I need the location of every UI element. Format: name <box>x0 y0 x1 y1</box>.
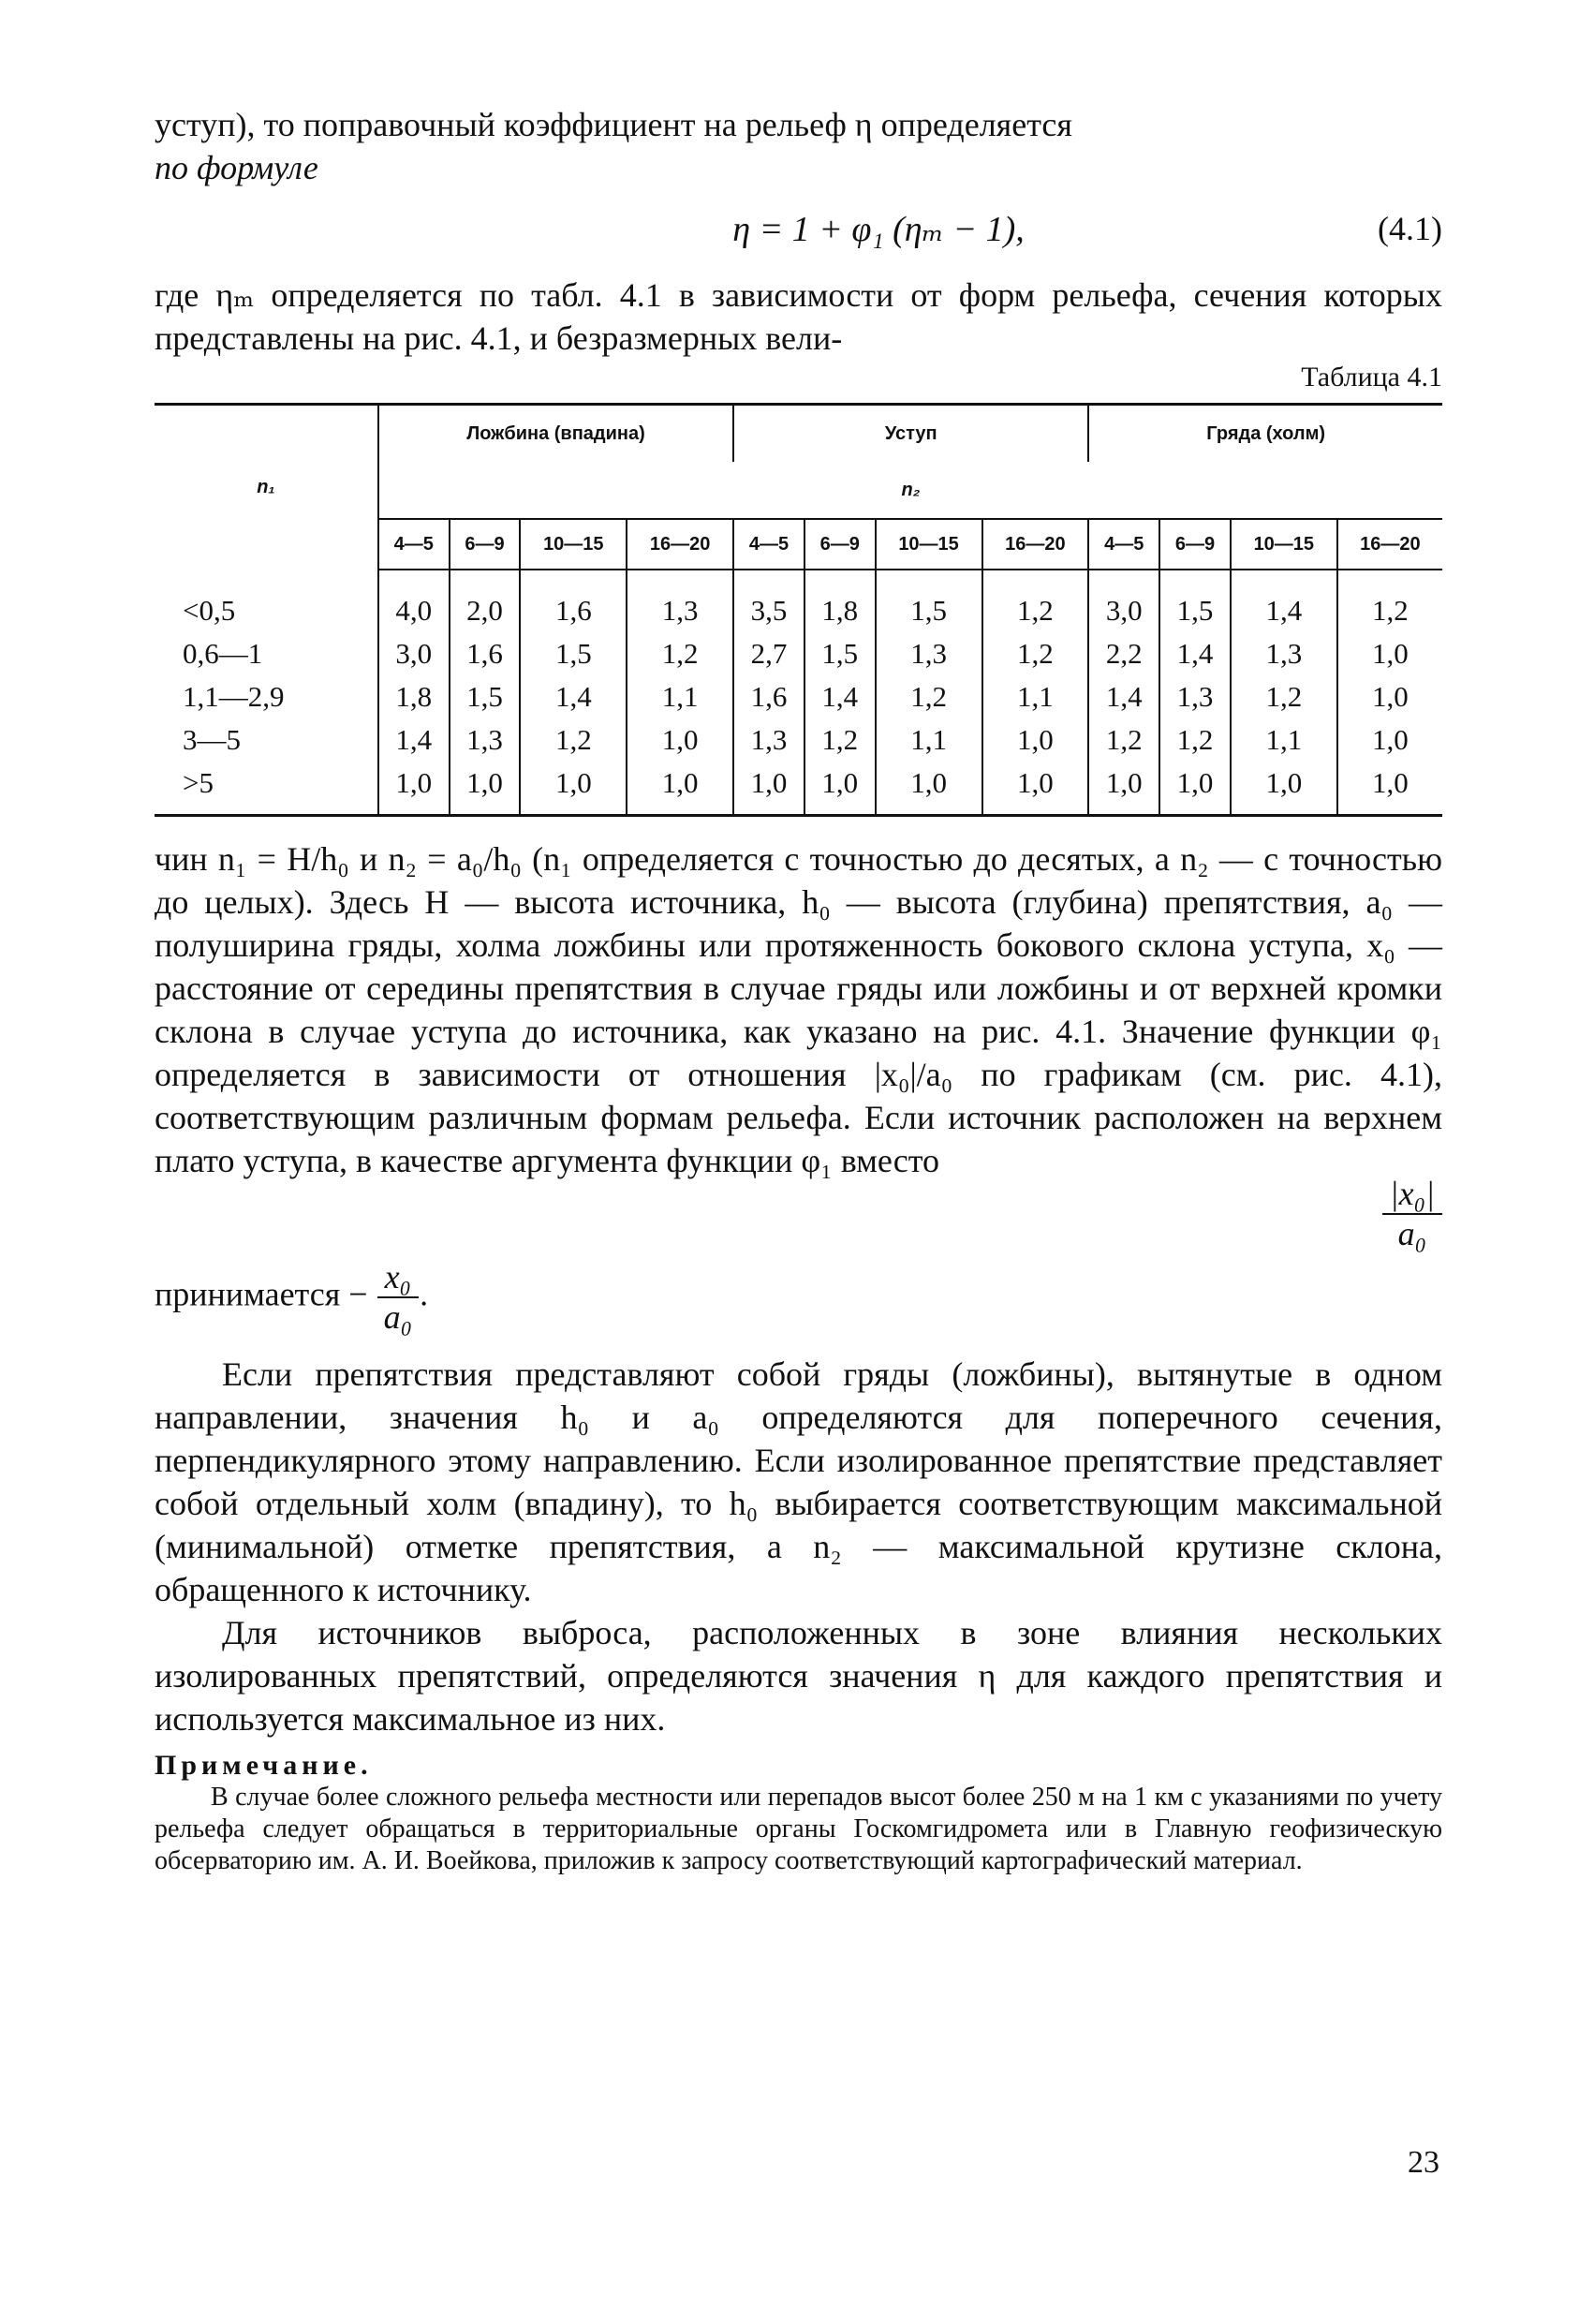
table-cell: 1,2 <box>982 570 1089 632</box>
table-cell: 1,1 <box>1231 718 1337 762</box>
table-cell: 3,0 <box>1088 570 1159 632</box>
table-cell: 1,0 <box>982 718 1089 762</box>
table-cell: 1,8 <box>804 570 876 632</box>
frac-abs-denominator: a₀ <box>1397 1215 1427 1253</box>
table-cell: 1,0 <box>450 762 521 816</box>
table-cell: 1,3 <box>733 718 804 762</box>
row-header-n1: n₁ <box>257 477 275 497</box>
table-cell: 1,2 <box>520 718 627 762</box>
accepted-line <box>155 1258 1442 1338</box>
table-row <box>155 570 1442 632</box>
paragraph-sources: Для источников выброса, расположенных в зоне влияния нескольких изолированных препятствий, определяются значения η для каждого препятствия и используется максимальное из них. <box>155 1613 1442 1738</box>
group-header-ustup: Уступ <box>733 405 1088 463</box>
subcol-header: 6—9 <box>804 519 876 570</box>
table-cell: 1,0 <box>1337 718 1442 762</box>
table-cell: 1,3 <box>1231 632 1337 675</box>
table-cell: 2,7 <box>733 632 804 675</box>
table-cell: 1,3 <box>876 632 982 675</box>
paragraph-main: чин n₁ = H/h₀ и n₂ = a₀/h₀ (n₁ определяется с точностью до десятых, а n₂ — с точностью до целых). Здесь H — высота источника, h₀ — высота (глубина) препятствия, a₀ — полуширина гряды, холма ложбины или протяженность бокового склона уступа, x₀ — расстояние от середины препятствия в случае гряды или ложбины и от верхней кромки склона в случае уступа до источника, как указано на рис. 4.1. Значение функции φ₁ определяется в зависимости от отношения |x₀|/a₀ по графикам (см. рис. 4.1), соответствующим различным формам рельефа. Если источник расположен на верхнем плато уступа, в качестве аргумента функции φ₁ вместо <box>155 840 1442 1179</box>
table-cell: 1,0 <box>520 762 627 816</box>
table-cell: 1,0 <box>982 762 1089 816</box>
table-cell: 1,2 <box>982 632 1089 675</box>
table-row <box>155 762 1442 816</box>
table-cell: 1,5 <box>520 632 627 675</box>
intro-line-1: уступ), то поправочный коэффициент на рельеф η определяется <box>155 106 1072 143</box>
table-cell: 1,5 <box>450 675 521 718</box>
group-header-gryada: Гряда (холм) <box>1088 405 1442 463</box>
paragraph-after-formula: где ηₘ определяется по табл. 4.1 в зависимости от форм рельефа, сечения которых представлены на рис. 4.1, и безразмерных вели- <box>155 276 1442 357</box>
frac-abs-numerator: |x₀| <box>1382 1175 1442 1215</box>
frac-denominator: a₀ <box>383 1298 413 1337</box>
table-cell: 1,6 <box>450 632 521 675</box>
table-cell: 1,3 <box>627 570 733 632</box>
table-cell: 1,4 <box>520 675 627 718</box>
page-number: 23 <box>1408 2145 1439 2180</box>
eta-table <box>155 403 1442 817</box>
table-row <box>155 718 1442 762</box>
table-cell: 1,2 <box>876 675 982 718</box>
page-body <box>155 103 1442 1877</box>
row-label: 1,1—2,9 <box>183 680 285 713</box>
table-cell: 1,2 <box>1231 675 1337 718</box>
table-cell: 1,0 <box>876 762 982 816</box>
table-cell: 1,2 <box>1088 718 1159 762</box>
table-cell: 1,0 <box>804 762 876 816</box>
table-cell: 1,4 <box>1231 570 1337 632</box>
table-cell: 1,1 <box>627 675 733 718</box>
subcol-header: 4—5 <box>733 519 804 570</box>
table-cell: 4,0 <box>378 570 450 632</box>
table-cell: 1,5 <box>1159 570 1231 632</box>
table-row <box>155 632 1442 675</box>
paragraph-ridges: Если препятствия представляют собой гряды (ложбины), вытянутые в одном направлении, значения h₀ и a₀ определяются для поперечного сечения, перпендикулярного этому направлению. Если изолированное препятствие представляет собой отдельный холм (впадину), то h₀ выбирается соответствующим максимальной (минимальной) отметке препятствия, а n₂ — максимальной крутизне склона, обращенного к источнику. <box>155 1354 1442 1608</box>
subcol-header: 16—20 <box>982 519 1089 570</box>
table-cell: 1,6 <box>733 675 804 718</box>
accepted-end: . <box>420 1275 429 1313</box>
table-caption: Таблица 4.1 <box>1301 362 1442 392</box>
table-cell: 1,0 <box>1159 762 1231 816</box>
table-cell: 2,2 <box>1088 632 1159 675</box>
subcol-header: 10—15 <box>876 519 982 570</box>
table-cell: 1,2 <box>627 632 733 675</box>
formula-expression: η = 1 + φ₁ (ηₘ − 1), <box>732 209 1025 249</box>
table-cell: 1,4 <box>804 675 876 718</box>
table-cell: 1,6 <box>520 570 627 632</box>
subcol-header: 6—9 <box>1159 519 1231 570</box>
table-cell: 1,4 <box>1159 632 1231 675</box>
intro-line-2: по формуле <box>155 149 318 186</box>
table-cell: 1,0 <box>627 718 733 762</box>
subcol-header: 6—9 <box>450 519 521 570</box>
subcol-header: 16—20 <box>1337 519 1442 570</box>
subcol-header: 10—15 <box>520 519 627 570</box>
table-cell: 1,0 <box>627 762 733 816</box>
table-cell: 1,0 <box>1088 762 1159 816</box>
table-cell: 1,3 <box>1159 675 1231 718</box>
n2-header: n₂ <box>378 462 1442 519</box>
table-cell: 1,1 <box>876 718 982 762</box>
table-cell: 1,2 <box>1159 718 1231 762</box>
formula-4-1 <box>155 202 1442 255</box>
table-cell: 1,8 <box>378 675 450 718</box>
formula-number: (4.1) <box>1378 210 1442 247</box>
row-label: >5 <box>183 766 214 799</box>
table-cell: 3,5 <box>733 570 804 632</box>
table-cell: 1,2 <box>804 718 876 762</box>
table-cell: 1,0 <box>1337 632 1442 675</box>
note-text: В случае более сложного рельефа местности или перепадов высот более 250 м на 1 км с указаниями по учету рельефа следует обращаться в территориальные органы Госкомгидромета или в Главную геофизическую обсерваторию им. А. И. Воейкова, приложив к запросу соответствующий картографический материал. <box>155 1782 1442 1875</box>
fraction-abs-x0-a0 <box>1382 1175 1442 1254</box>
row-label: 3—5 <box>183 723 241 756</box>
subcol-header: 16—20 <box>627 519 733 570</box>
table-cell: 1,1 <box>982 675 1089 718</box>
table-row <box>155 675 1442 718</box>
note-title: Примечание. <box>155 1749 373 1781</box>
frac-numerator: x₀ <box>377 1258 420 1298</box>
table-cell: 1,5 <box>876 570 982 632</box>
group-header-lozhbina: Ложбина (впадина) <box>378 405 733 463</box>
accepted-text: принимается − <box>155 1275 368 1313</box>
row-label: <0,5 <box>183 593 236 627</box>
table-cell: 1,0 <box>1337 675 1442 718</box>
fraction-x0-a0 <box>376 1258 421 1338</box>
table-cell: 1,4 <box>1088 675 1159 718</box>
row-label: 0,6—1 <box>183 637 263 670</box>
subcol-header: 4—5 <box>1088 519 1159 570</box>
table-cell: 1,0 <box>1337 762 1442 816</box>
table-cell: 1,5 <box>804 632 876 675</box>
table-cell: 1,0 <box>733 762 804 816</box>
table-cell: 1,4 <box>378 718 450 762</box>
table-cell: 2,0 <box>450 570 521 632</box>
table-cell: 1,0 <box>378 762 450 816</box>
table-cell: 1,0 <box>1231 762 1337 816</box>
frac-abs-line <box>155 1175 1442 1254</box>
table-cell: 1,3 <box>450 718 521 762</box>
subcol-header: 10—15 <box>1231 519 1337 570</box>
subcol-header: 4—5 <box>378 519 450 570</box>
table-cell: 3,0 <box>378 632 450 675</box>
table-cell: 1,2 <box>1337 570 1442 632</box>
